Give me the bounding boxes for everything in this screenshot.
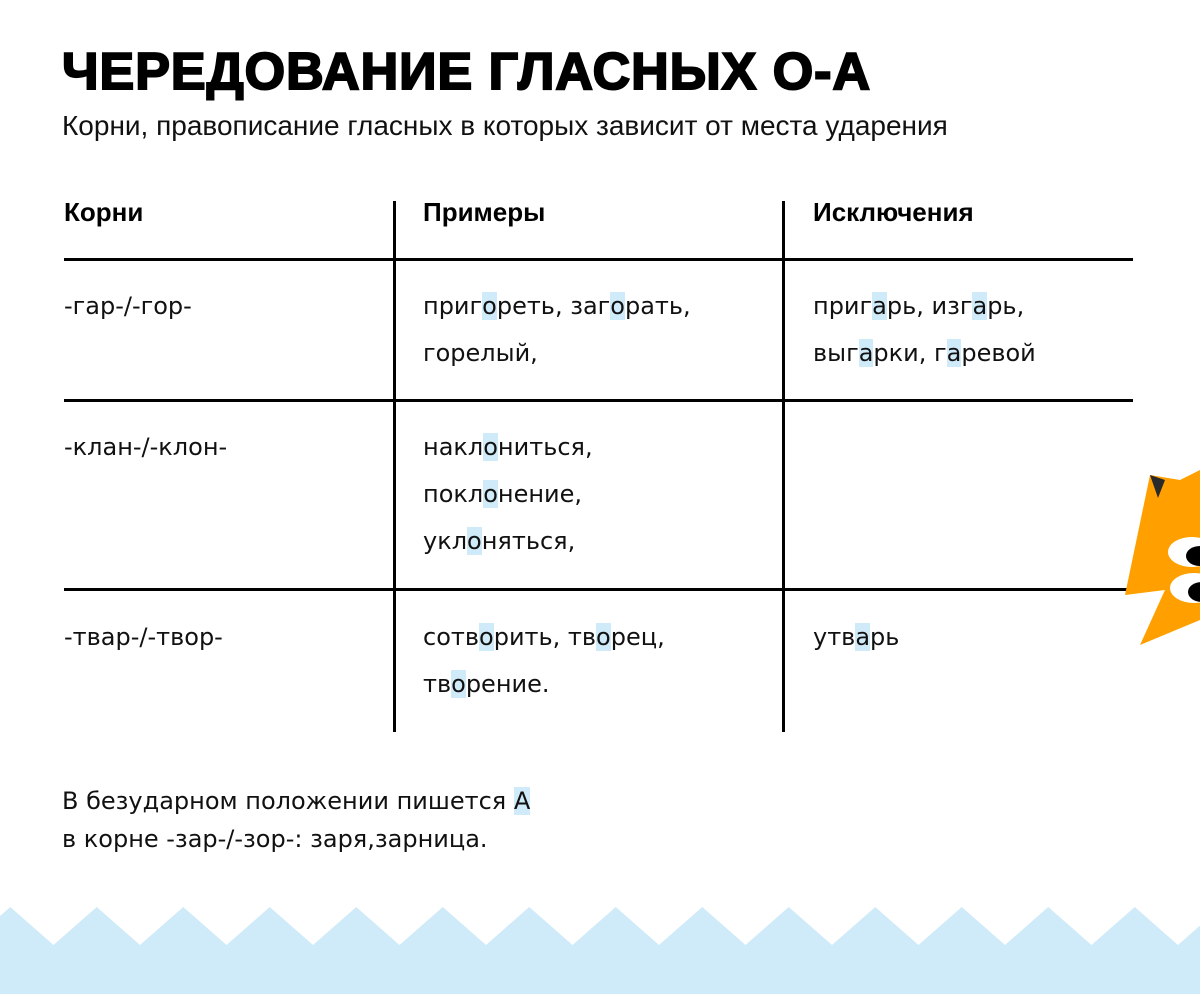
column-header-examples: Примеры [423,197,546,227]
column-header-roots: Корни [64,197,144,227]
examples-cell [423,283,691,377]
fox-mascot-icon [1120,470,1200,650]
highlighted-vowel: о [451,670,466,698]
exceptions-cell [813,614,899,661]
row-divider [64,588,1133,591]
cell-line: утварь [813,623,900,651]
root-cell: -гар-/-гор- [64,292,192,320]
cell-line: сотворить, творец, [423,623,665,651]
highlighted-vowel: а [855,623,871,651]
page-title: ЧЕРЕДОВАНИЕ ГЛАСНЫХ О-А [62,43,872,101]
cell-line: выгарки, гаревой [813,339,1036,367]
highlighted-vowel: а [872,292,887,320]
examples-cell [423,424,593,565]
exceptions-cell [813,283,1036,377]
rule-note [62,782,530,858]
highlighted-vowel: а [858,339,874,367]
highlighted-vowel: о [610,292,625,320]
column-divider [782,201,785,732]
zigzag-waves-decoration [0,890,1200,994]
header-divider [64,258,1133,261]
root-cell: -твар-/-твор- [64,623,223,651]
column-header-exceptions: Исключения [813,197,974,227]
cell-line: наклониться, [423,433,593,461]
highlighted-vowel: а [946,339,962,367]
page-subtitle: Корни, правописание гласных в которых зависит от места ударения [62,110,948,141]
cell-line: уклоняться, [423,527,576,555]
highlighted-vowel: о [483,433,498,461]
root-cell: -клан-/-клон- [64,433,228,461]
row-divider [64,399,1133,402]
highlighted-vowel: о [479,623,494,651]
cell-line: поклонение, [423,480,583,508]
column-divider [393,201,396,732]
cell-line: горелый, [423,339,538,367]
rule-note-line-1: В безударном положении пишется А [62,787,531,815]
highlighted-vowel: а [972,292,988,320]
cell-line: пригарь, изгарь, [813,292,1025,320]
rule-note-line-2: в корне -зар-/-зор-: заря,зарница. [62,825,488,853]
highlighted-vowel: о [596,623,611,651]
highlighted-vowel: о [483,480,498,508]
highlighted-vowel: о [482,292,497,320]
highlighted-letter: А [513,787,531,815]
cell-line: творение. [423,670,550,698]
examples-cell [423,614,665,708]
cell-line: пригореть, загорать, [423,292,691,320]
highlighted-vowel: о [467,527,482,555]
